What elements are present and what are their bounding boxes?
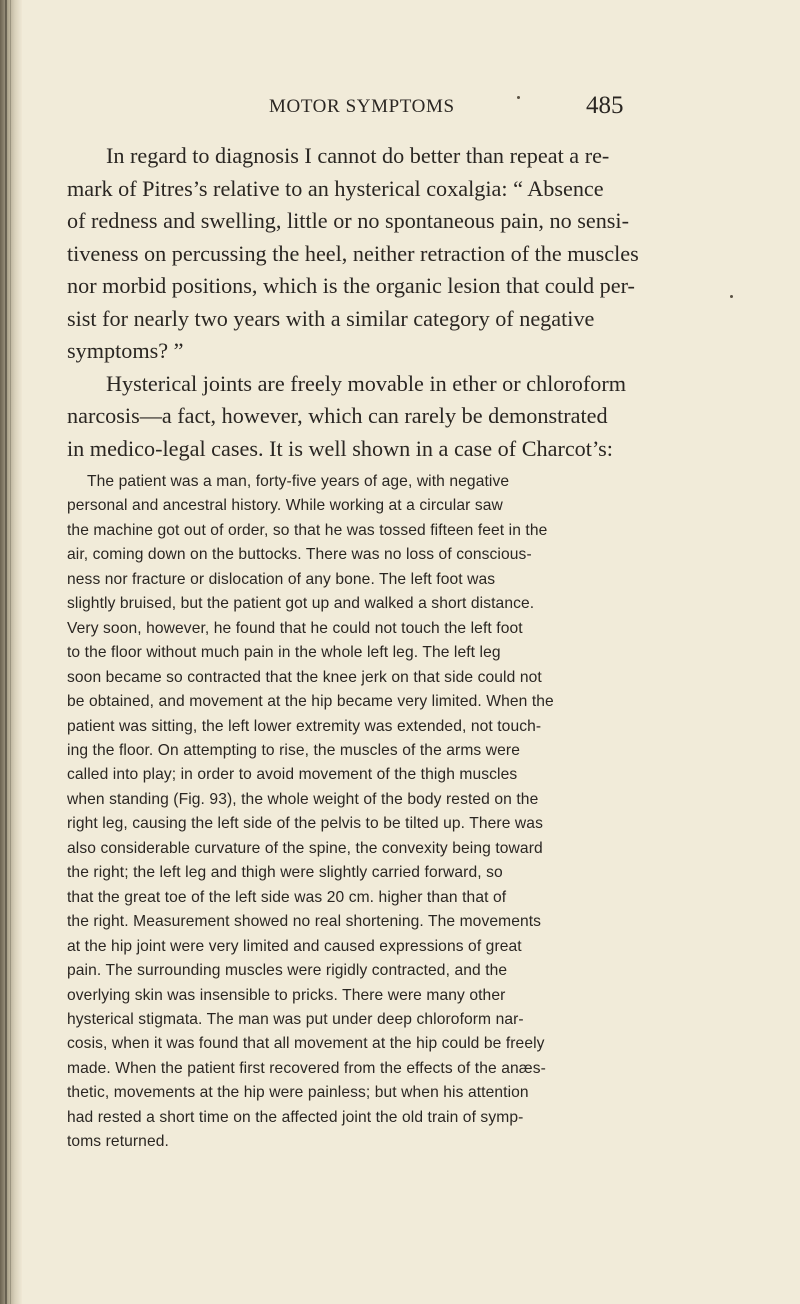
paragraph: Hysterical joints are freely movable in ether or chloroform narcosis—a fact, however, which can rarely be demonstrated in medico-legal cases. It is well shown in a case of Charcot’s:: [67, 370, 626, 461]
paragraph: In regard to diagnosis I cannot do better than repeat a re- mark of Pitres’s relative to an hysterical coxalgia: “ Absence of redness and swelling, little or no spontaneous pain, no sensi- tiveness on percussing the heel, neither retraction of the muscles nor morbid positions, which is the organic lesion that could per- sist for nearly two years with a similar category of negative symptoms? ”: [67, 143, 639, 363]
main-text: [67, 140, 647, 465]
case-report-extract: The patient was a man, forty-five years of age, with negative personal and ancestral history. While working at a circular saw the machine got out of order, so that he was tossed fifteen feet in the air, coming down on the buttocks. There was no loss of conscious- ness nor fracture or dislocation of any bone. The left foot was slightly bruised, but the patient got up and walked a short distance. Very soon, however, he found that he could not touch the left foot to the floor without much pain in the whole left leg. The left leg soon became so contracted that the knee jerk on that side could not be obtained, and movement at the hip became very limited. When the patient was sitting, the left lower extremity was extended, not touch- ing the floor. On attempting to rise, the muscles of the arms were called into play; in order to avoid movement of the thigh muscles when standing (Fig. 93), the whole weight of the body rested on the right leg, causing the left side of the pelvis to be tilted up. There was also considerable curvature of the spine, the convexity being toward the right; the left leg and thigh were slightly carried forward, so that the great toe of the left side was 20 cm. higher than that of the right. Measurement showed no real shortening. The movements at the hip joint were very limited and caused expressions of great pain. The surrounding muscles were rigidly contracted, and the overlying skin was insensible to pricks. There were many other hysterical stigmata. The man was put under deep chloroform nar- cosis, when it was found that all movement at the hip could be freely made. When the patient first recovered from the effects of the anæs- thetic, movements at the hip were painless; but when his attention had rested a short time on the affected joint the old train of symp- toms returned.: [67, 473, 554, 1151]
paper-speck: [730, 295, 733, 298]
page-number: 485: [586, 92, 624, 119]
page-binding-edge: [0, 0, 22, 1304]
page-header: [0, 92, 800, 126]
binding-shadow-line: [5, 0, 7, 1304]
running-head: MOTOR SYMPTOMS: [269, 96, 455, 117]
binding-shadow-line: [10, 0, 11, 1304]
